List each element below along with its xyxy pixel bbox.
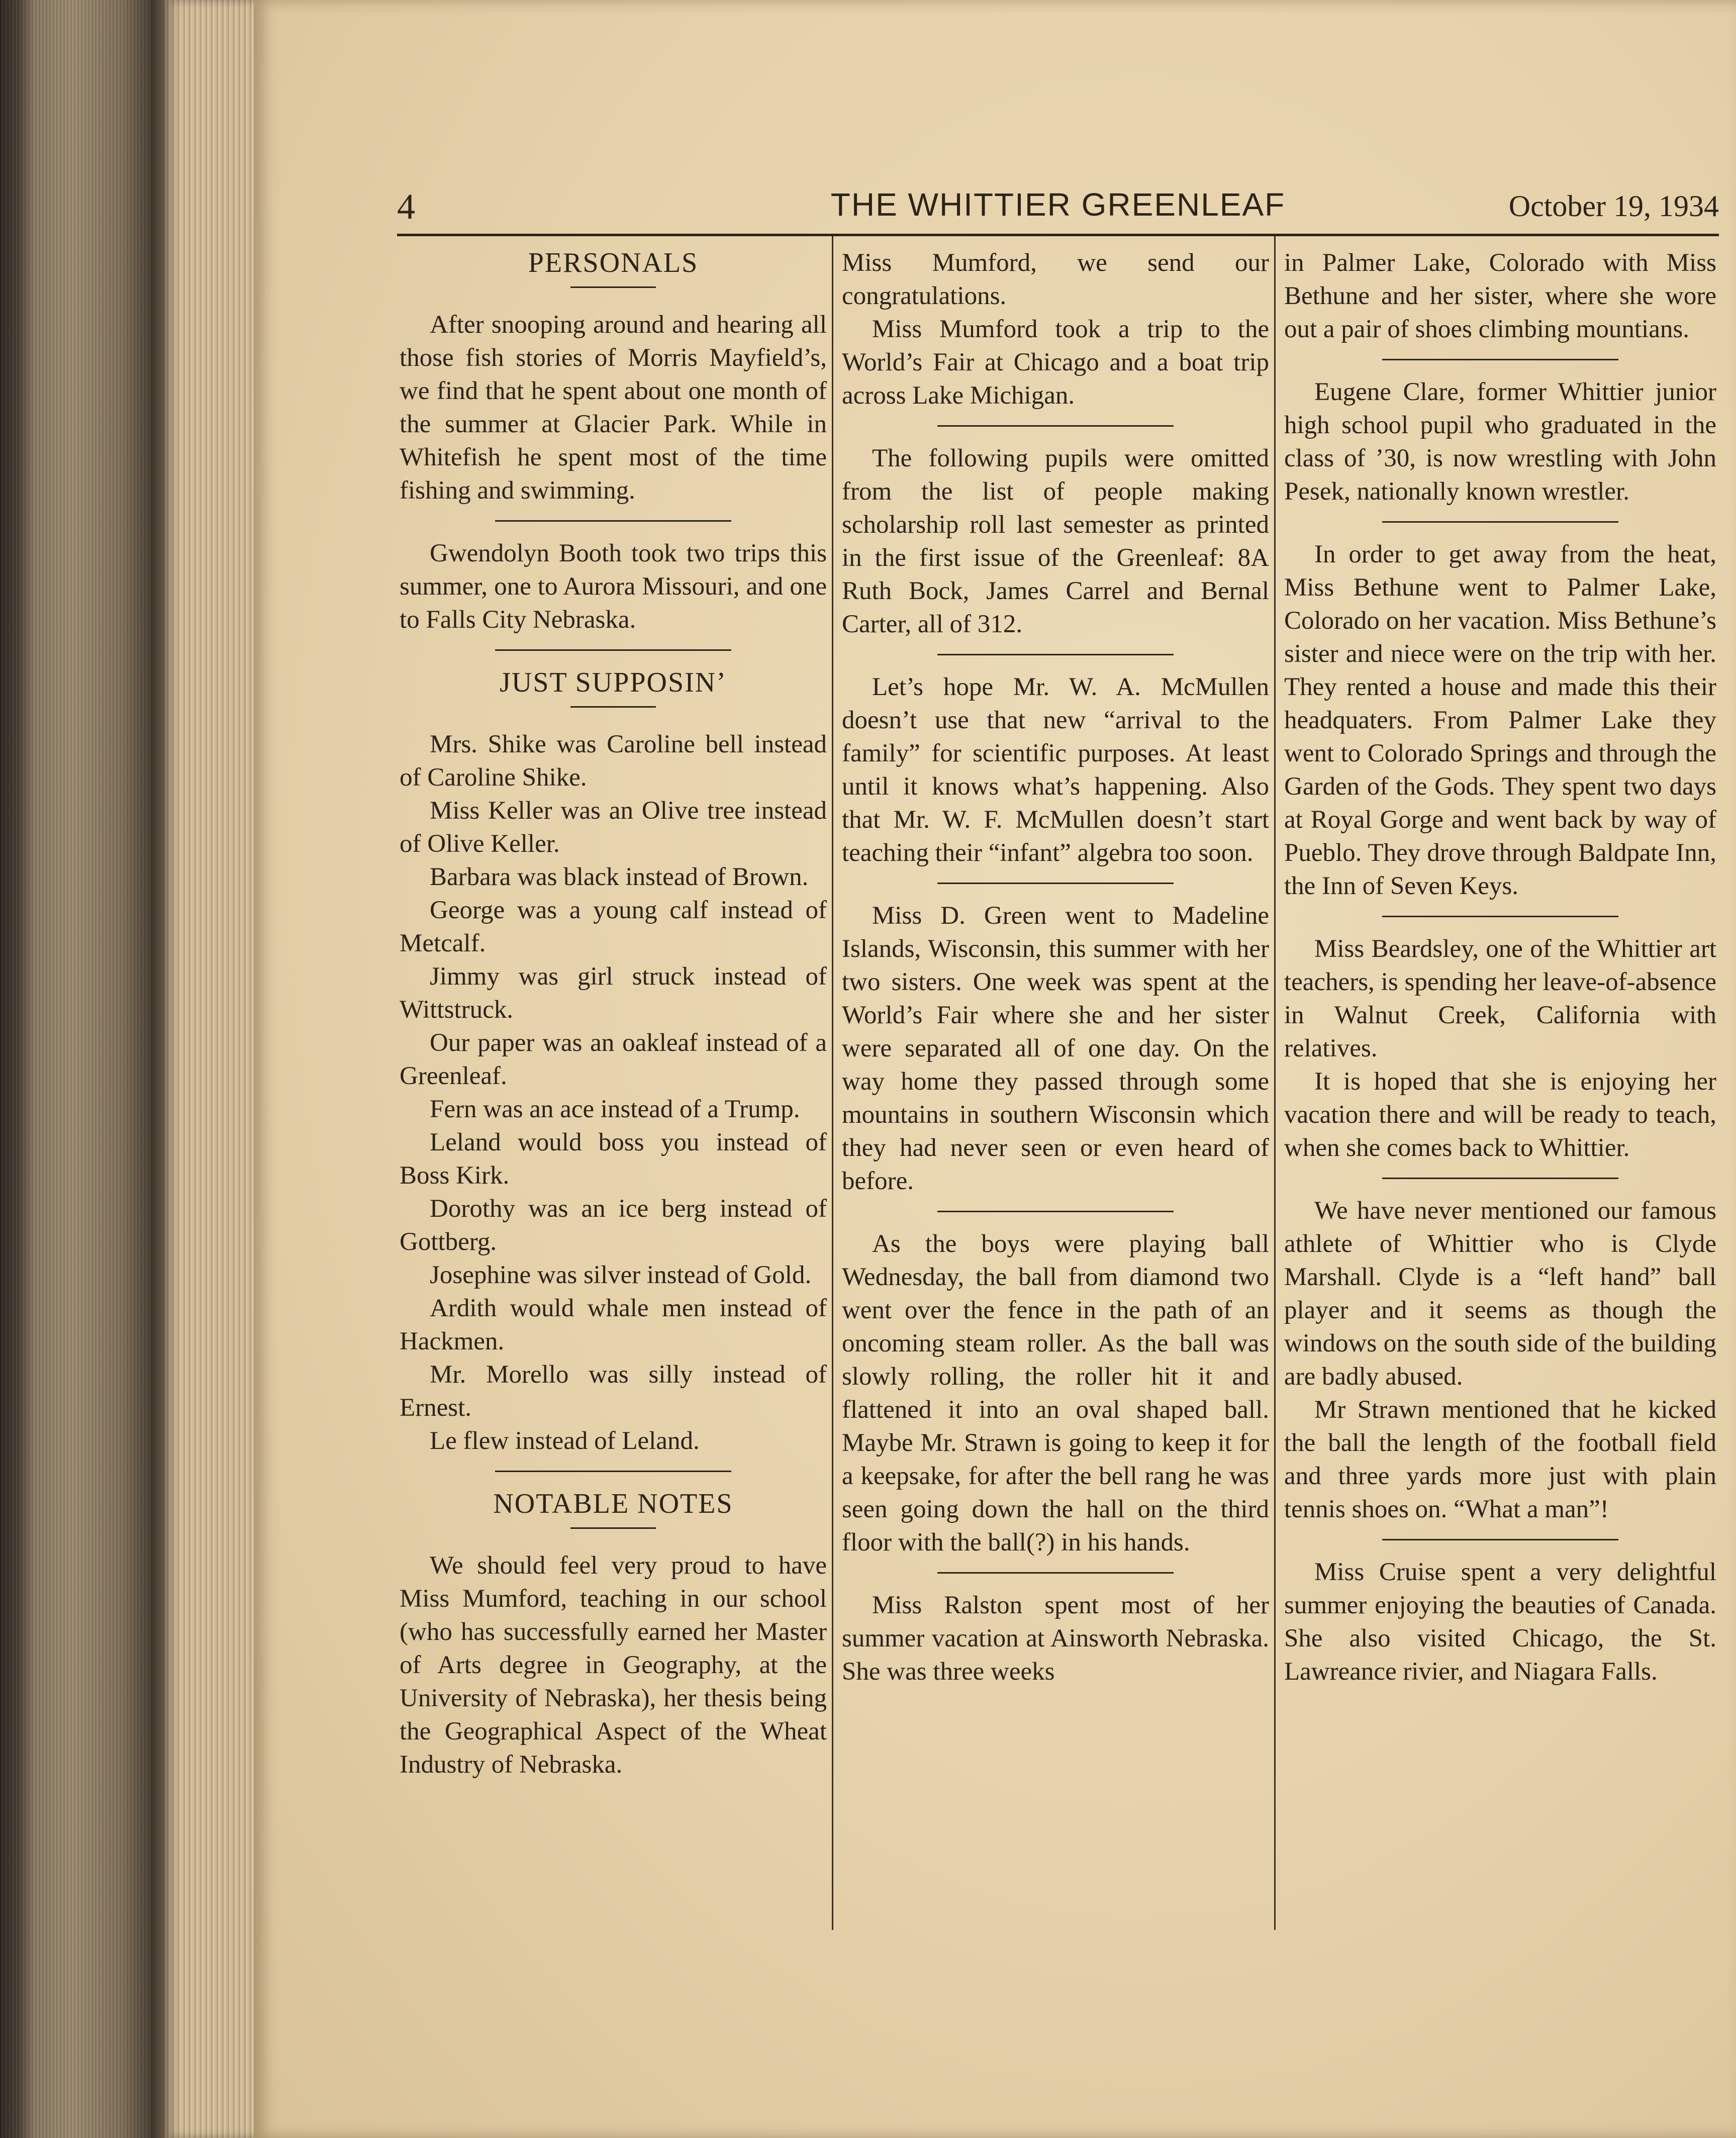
page-number: 4 — [397, 186, 415, 227]
article-separator — [937, 883, 1174, 884]
column-divider — [1274, 236, 1276, 1930]
article-paragraph: Dorothy was an ice berg instead of Gottberg. — [400, 1195, 827, 1256]
article-paragraph: Miss D. Green went to Madeline Islands, Wisconsin, this summer with her two sisters. One week was spent at the World’s Fair where she and her sister were separated all of one day. On the way home they passed through some mountains in southern Wisconsin which they had never seen or even heard of before. — [842, 902, 1269, 1195]
heading-rule — [570, 706, 656, 708]
article-paragraph: Barbara was black instead of Brown. — [430, 863, 809, 891]
newspaper-title: THE WHITTIER GREENLEAF — [830, 186, 1286, 223]
article-separator — [495, 649, 731, 651]
column-3 — [1284, 246, 1716, 1688]
section-heading: JUST SUPPOSIN’ — [500, 667, 727, 698]
article-paragraph: The following pupils were omitted from the list of people making scholarship roll last semester as printed in the first issue of the Greenleaf: 8A Ruth Bock, James Carrel and Bernal Carter, all of 312. — [842, 444, 1269, 638]
column-1 — [400, 246, 827, 1781]
column-2 — [842, 246, 1269, 1688]
article-paragraph: Miss Mumford, we send our congratulations. — [842, 249, 1269, 310]
article-paragraph: Ardith would whale men instead of Hackmen. — [400, 1294, 827, 1355]
article-paragraph: Eugene Clare, former Whittier junior high school pupil who graduated in the class of ’30, is now wrestling with John Pesek, nationally known wrestler. — [1284, 378, 1716, 506]
article-paragraph: Gwendolyn Booth took two trips this summer, one to Aurora Missouri, and one to Falls City Nebraska. — [400, 539, 827, 634]
article-paragraph: Miss Mumford took a trip to the World’s Fair at Chicago and a boat trip across Lake Michigan. — [842, 315, 1269, 410]
article-paragraph: Mrs. Shike was Caroline bell instead of Caroline Shike. — [400, 730, 827, 792]
book-binding — [0, 0, 156, 2138]
article-paragraph: After snooping around and hearing all those fish stories of Morris Mayfield’s, we find that he spent about one month of the summer at Glacier Park. While in Whitefish he spent most of the time fishing and swimming. — [400, 311, 827, 505]
section-heading: PERSONALS — [528, 247, 699, 278]
article-separator — [495, 1471, 731, 1472]
article-paragraph: Mr. Morello was silly instead of Ernest. — [400, 1360, 827, 1422]
header-rule — [397, 234, 1719, 236]
article-paragraph: Le flew instead of Leland. — [430, 1427, 700, 1455]
page-edges — [165, 0, 260, 2138]
heading-rule — [570, 1527, 656, 1529]
article-paragraph: Miss Cruise spent a very delightful summer enjoying the beauties of Canada. She also visited Chicago, the St. Lawreance rivier, and Niagara Falls. — [1284, 1558, 1716, 1686]
article-paragraph: Leland would boss you instead of Boss Kirk. — [400, 1128, 827, 1190]
article-separator — [1382, 1178, 1618, 1179]
article-paragraph: Josephine was silver instead of Gold. — [430, 1261, 812, 1289]
article-paragraph: As the boys were playing ball Wednesday, the ball from diamond two went over the fence in the path of an oncoming steam roller. As the ball was slowly rolling, the roller hit it and flattened it into an oval shaped ball. Maybe Mr. Strawn is going to keep it for a keepsake, for after the bell rang he was seen going down the hall on the third floor with the ball(?) in his hands. — [842, 1230, 1269, 1557]
article-separator — [1382, 1539, 1618, 1540]
article-paragraph: Our paper was an oakleaf instead of a Greenleaf. — [400, 1029, 827, 1090]
article-separator — [937, 654, 1174, 655]
column-divider — [832, 236, 833, 1930]
article-paragraph: It is hoped that she is enjoying her vacation there and will be ready to teach, when she comes back to Whittier. — [1284, 1067, 1716, 1162]
article-separator — [495, 520, 731, 522]
article-separator — [1382, 916, 1618, 917]
article-separator — [937, 425, 1174, 427]
article-separator — [937, 1211, 1174, 1212]
article-paragraph: Miss Keller was an Olive tree instead of Olive Keller. — [400, 797, 827, 858]
heading-rule — [570, 286, 656, 288]
section-heading: NOTABLE NOTES — [493, 1488, 733, 1519]
binding-edge — [151, 0, 166, 2138]
article-paragraph: Jimmy was girl struck instead of Wittstruck. — [400, 962, 827, 1024]
article-paragraph: Mr Strawn mentioned that he kicked the ball the length of the football field and three yards more just with plain tennis shoes on. “What a man”! — [1284, 1396, 1716, 1523]
article-paragraph: Fern was an ace instead of a Trump. — [430, 1095, 800, 1123]
article-paragraph: We should feel very proud to have Miss Mumford, teaching in our school (who has successfully earned her Master of Arts degree in Geography, at the University of Nebraska), her thesis being the Geographical Aspect of the Wheat Industry of Nebraska. — [400, 1551, 827, 1779]
page-header — [397, 181, 1719, 236]
issue-date: October 19, 1934 — [1508, 189, 1719, 223]
article-paragraph: Miss Beardsley, one of the Whittier art teachers, is spending her leave-of-absence in Walnut Creek, California with relatives. — [1284, 935, 1716, 1062]
article-paragraph: in Palmer Lake, Colorado with Miss Bethune and her sister, where she wore out a pair of shoes climbing mountians. — [1284, 249, 1716, 343]
article-paragraph: Miss Ralston spent most of her summer vacation at Ainsworth Nebraska. She was three weeks — [842, 1591, 1269, 1686]
article-paragraph: George was a young calf instead of Metcalf. — [400, 896, 827, 957]
article-paragraph: Let’s hope Mr. W. A. McMullen doesn’t use that new “arrival to the family” for scientific purposes. At least until it knows what’s happening. Also that Mr. W. F. McMullen doesn’t start teaching their “infant” algebra too soon. — [842, 673, 1269, 867]
article-paragraph: We have never mentioned our famous athlete of Whittier who is Clyde Marshall. Clyde is a “left hand” ball player and it seems as though the windows on the south side of the building are badly abused. — [1284, 1197, 1716, 1391]
article-separator — [1382, 521, 1618, 523]
article-paragraph: In order to get away from the heat, Miss Bethune went to Palmer Lake, Colorado on her vacation. Miss Bethune’s sister and niece were on the trip with her. They rented a house and made this their headquaters. From Palmer Lake they went to Colorado Springs and through the Garden of the Gods. They spent two days at Royal Gorge and went back by way of Pueblo. They drove through Baldpate Inn, the Inn of Seven Keys. — [1284, 540, 1716, 900]
article-separator — [1382, 359, 1618, 360]
article-separator — [937, 1572, 1174, 1574]
